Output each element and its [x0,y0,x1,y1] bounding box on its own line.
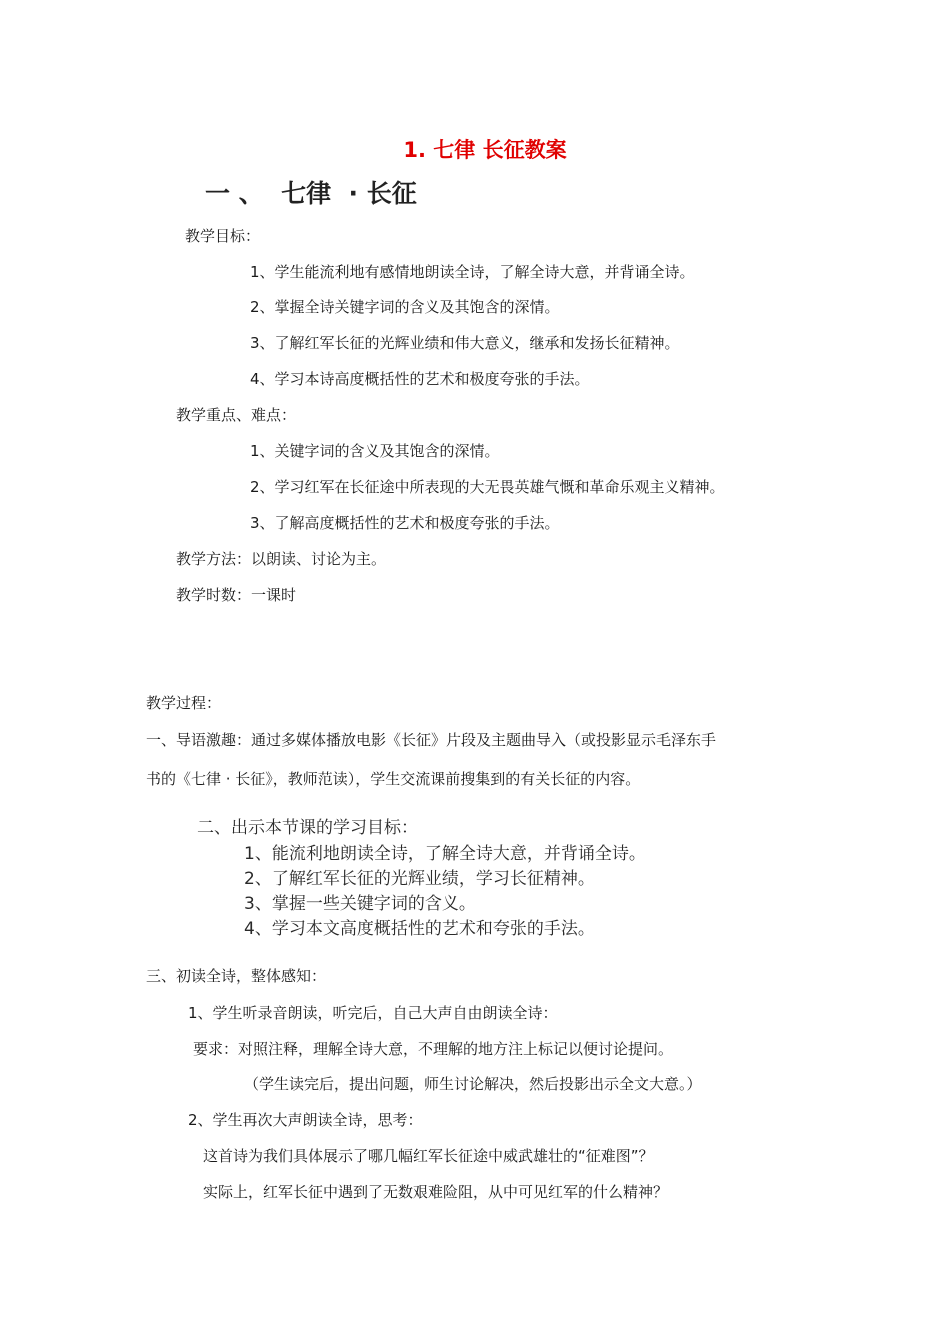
key-point-item-2: 2、学习红军在长征途中所表现的大无畏英雄气慨和革命乐观主义精神。 [250,478,725,496]
reading-step-1: 1、学生听录音朗读，听完后，自己大声自由朗读全诗： [188,1004,558,1022]
reading-requirement: 要求：对照注释，理解全诗大意，不理解的地方注上标记以便讨论提问。 [193,1040,674,1058]
reading-question-2: 实际上，红军长征中遇到了无数艰难险阻，从中可见红军的什么精神？ [203,1183,669,1201]
key-points-label: 教学重点、难点： [176,406,297,424]
reading-note: （学生读完后，提出问题，师生讨论解决，然后投影出示全文大意。） [244,1075,702,1093]
goals-heading: 二、出示本节课的学习目标： [197,818,418,838]
objective-item-3: 3、了解红军长征的光辉业绩和伟大意义，继承和发扬长征精神。 [250,334,680,352]
objective-item-1: 1、学生能流利地有感情地朗读全诗，了解全诗大意，并背诵全诗。 [250,263,695,281]
reading-step-2: 2、学生再次大声朗读全诗，思考： [188,1111,423,1129]
objective-item-2: 2、掌握全诗关键字词的含义及其饱含的深情。 [250,298,560,316]
goal-item-2: 2、了解红军长征的光辉业绩，学习长征精神。 [244,869,595,889]
key-point-item-3: 3、了解高度概括性的艺术和极度夸张的手法。 [250,514,560,532]
intro-line-1: 一、导语激趣：通过多媒体播放电影《长征》片段及主题曲导入（或投影显示毛泽东手 [146,731,717,749]
section-heading-image: 一 、 七律 · 长征 [205,179,417,208]
process-label: 教学过程： [146,694,222,712]
intro-line-2: 书的《七律 · 长征》，教师范读），学生交流课前搜集到的有关长征的内容。 [146,770,641,788]
objective-item-4: 4、学习本诗高度概括性的艺术和极度夸张的手法。 [250,370,590,388]
objectives-label: 教学目标： [185,227,261,245]
reading-heading: 三、初读全诗，整体感知： [146,967,327,985]
goal-item-3: 3、掌握一些关键字词的含义。 [244,894,476,914]
goal-item-4: 4、学习本文高度概括性的艺术和夸张的手法。 [244,919,595,939]
goal-item-1: 1、能流利地朗读全诗，了解全诗大意，并背诵全诗。 [244,844,646,864]
teaching-hours: 教学时数：一课时 [176,586,297,604]
key-point-item-1: 1、关键字词的含义及其饱含的深情。 [250,442,500,460]
document-title: 1. 七律 长征教案 [403,138,567,162]
teaching-method: 教学方法：以朗读、讨论为主。 [176,550,387,568]
reading-question-1: 这首诗为我们具体展示了哪几幅红军长征途中威武雄壮的“征难图”？ [203,1147,654,1165]
